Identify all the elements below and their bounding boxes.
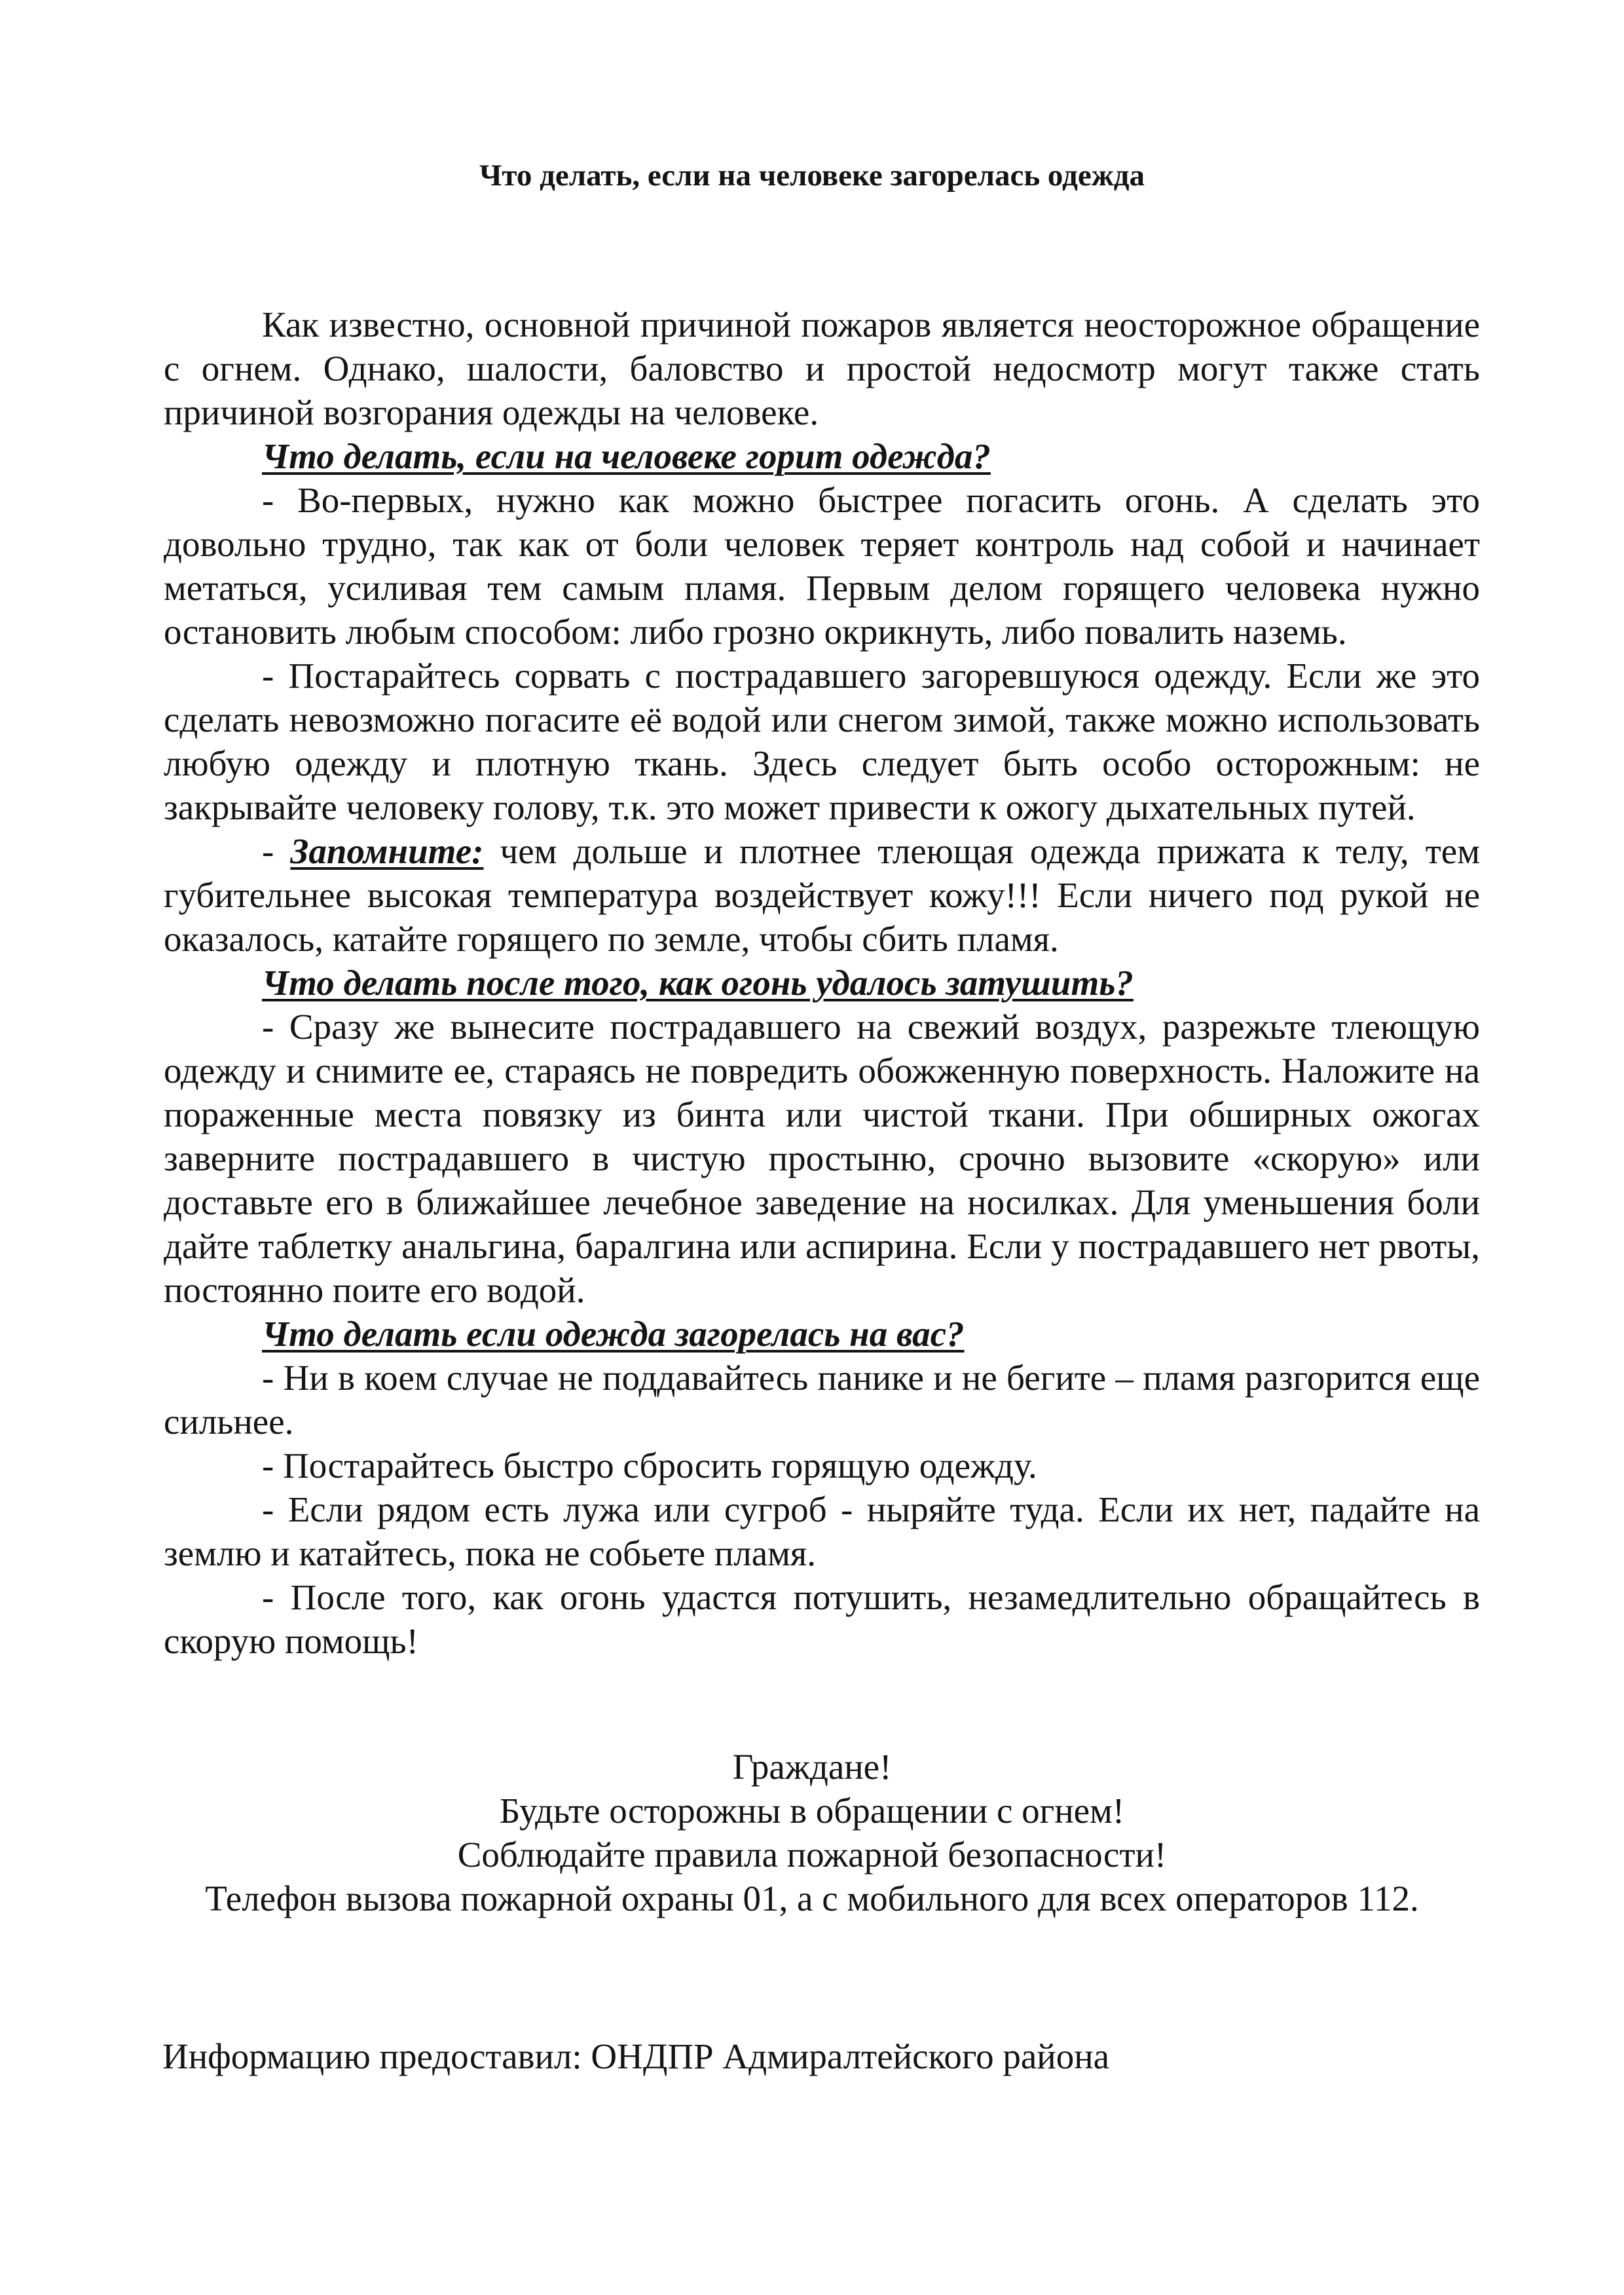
section-heading-text: Что делать если одежда загорелась на вас?: [262, 1314, 965, 1354]
paragraph-no-panic: - Ни в коем случае не поддавайтесь панике и не бегите – пламя разгорится еще сильнее.: [164, 1358, 1480, 1442]
remember-label: Запомните:: [290, 831, 484, 871]
paragraph-prefix: -: [262, 831, 291, 871]
appeal-line-phone: Телефон вызова пожарной охраны 01, а с мобильного для всех операторов 112.: [205, 1878, 1419, 1918]
section-heading-text: Что делать после того, как огонь удалось затушить?: [262, 963, 1134, 1003]
section-heading-after-extinguish: [164, 961, 1480, 1005]
document-body: [164, 303, 1480, 1663]
section-heading-text: Что делать, если на человеке горит одежда?: [262, 436, 991, 476]
paragraph-remember: [164, 829, 1480, 961]
intro-paragraph: Как известно, основной причиной пожаров является неосторожное обращение с огнем. Однако, шалости, баловство и простой недосмотр могут также стать причиной возгорания одежды на человеке.: [164, 305, 1480, 432]
appeal-line-careful: Будьте осторожны в обращении с огнем!: [499, 1791, 1125, 1831]
safety-appeal: [0, 1745, 1624, 1920]
paragraph-drop-clothes: - Постарайтесь быстро сбросить горящую одежду.: [262, 1446, 1037, 1485]
paragraph-seek-help: - После того, как огонь удастся потушить, незамедлительно обращайтесь в скорую помощь!: [164, 1577, 1480, 1661]
section-heading-own-clothes: [164, 1312, 1480, 1356]
paragraph-remove-clothes: - Постарайтесь сорвать с пострадавшего загоревшуюся одежду. Если же это сделать невозможно погасите её водой или снегом зимой, также можно использовать любую одежду и плотную ткань. Здесь следует быть особо осторожным: не закрывайте человеку голову, т.к. это может привести к ожогу дыхательных путей.: [164, 656, 1480, 827]
paragraph-text: чем дольше и плотнее тлеющая одежда прижата к телу, тем губительнее высокая температура воздействует кожу!!! Если ничего под рукой не оказалось, катайте горящего по земле, чтобы сбить пламя.: [164, 831, 1480, 959]
document-title: Что делать, если на человеке загорелась одежда: [479, 159, 1145, 193]
paragraph-extinguish-fire: - Во-первых, нужно как можно быстрее погасить огонь. А сделать это довольно трудно, так как от боли человек теряет контроль над собой и начинает метаться, усиливая тем самым пламя. Первым делом горящего человека нужно остановить любым способом: либо грозно окрикнуть, либо повалить наземь.: [164, 480, 1480, 652]
information-source: Информацию предоставил: ОНДПР Адмиралтейского района: [162, 2036, 1110, 2076]
appeal-line-citizens: Граждане!: [732, 1747, 892, 1787]
paragraph-first-aid: - Сразу же вынесите пострадавшего на свежий воздух, разрежьте тлеющую одежду и снимите ее, стараясь не повредить обожженную поверхность. Наложите на пораженные места повязку из бинта или чистой ткани. При обширных ожогах заверните пострадавшего в чистую простыню, срочно вызовите «скорую» или доставьте его в ближайшее лечебное заведение на носилках. Для уменьшения боли дайте таблетку анальгина, баралгина или аспирина. Если у пострадавшего нет рвоты, постоянно поите его водой.: [164, 1007, 1480, 1310]
section-heading-burning-clothes: [164, 434, 1480, 478]
paragraph-roll-on-ground: - Если рядом есть лужа или сугроб - ныряйте туда. Если их нет, падайте на землю и катайтесь, пока не собьете пламя.: [164, 1489, 1480, 1573]
appeal-line-rules: Соблюдайте правила пожарной безопасности!: [457, 1835, 1167, 1875]
